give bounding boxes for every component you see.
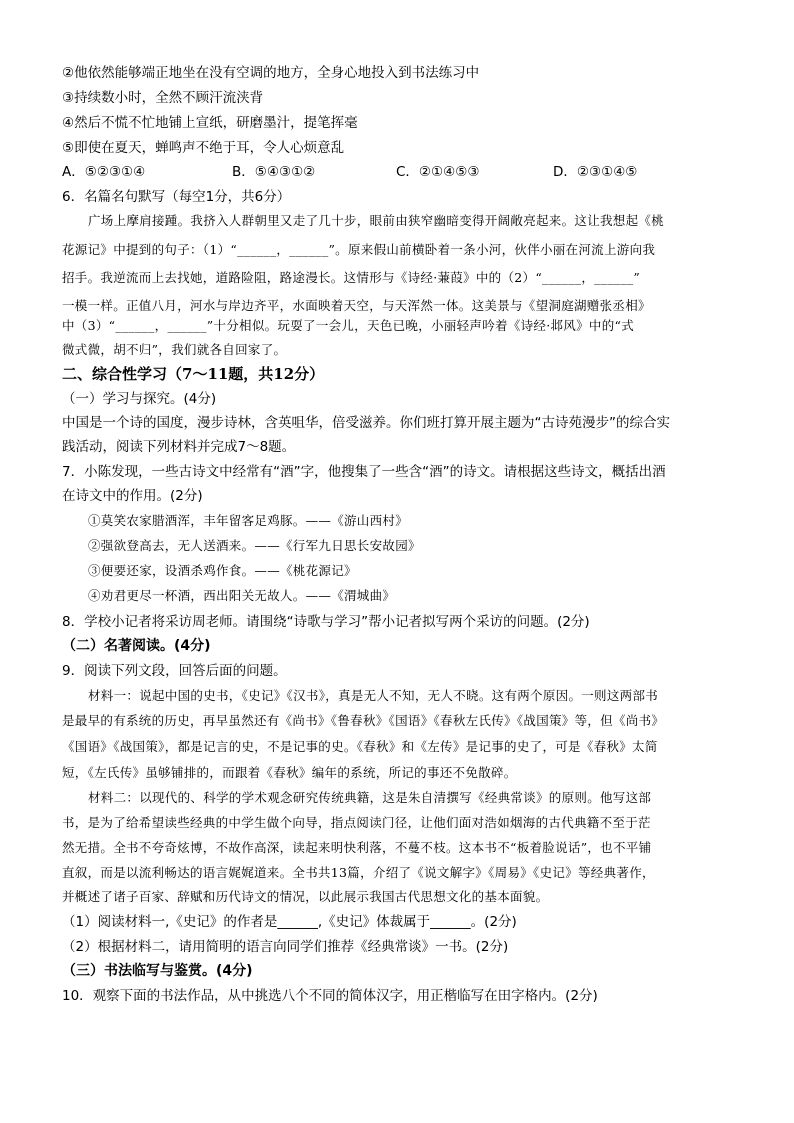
q5-option-b: B．⑤④③①②	[232, 164, 316, 180]
q6-passage-line: 广场上摩肩接踵。我挤入人群朝里又走了几十步，眼前由狭窄幽暗变得开阔敞亮起来。这让我想起《桃	[88, 213, 665, 228]
q5-sentence-5: ⑤即使在夏天，蝉鸣声不绝于耳，令人心烦意乱	[62, 140, 345, 156]
material-2-line: 直叙，而是以流利畅达的语言娓娓道来。全书共13篇，介绍了《说文解字》《周易》《史记》等经典著作，	[62, 865, 655, 880]
material-2-line: 然无措。全书不夸奇炫博，不故作高深，读起来明快利落，不蔓不枝。这本书不“板着脸说话”，也不平铺	[62, 840, 652, 855]
poem-line: ②强欲登高去，无人送酒来。——《行军九日思长安故园》	[88, 538, 421, 553]
subsection-3-title: （三）书法临写与鉴赏。(4分)	[62, 963, 253, 979]
poem-line: ③便要还家，设酒杀鸡作食。——《桃花源记》	[88, 563, 357, 578]
q6-passage-line: 一模一样。正值八月，河水与岸边齐平，水面映着天空，与天浑然一体。这美景与《望洞庭湖赠张丞相》	[62, 298, 651, 313]
q5-sentence-4: ④然后不慌不忙地铺上宣纸，研磨墨汁，提笔挥毫	[62, 115, 358, 131]
subsection-2-title: （二）名著阅读。(4分)	[62, 638, 211, 654]
material-2-line: 材料二：以现代的、科学的学术观念研究传统典籍，这是朱自清撰写《经典常谈》的原则。他写这部	[88, 790, 652, 805]
q10-text: 10．观察下面的书法作品，从中挑选八个不同的简体汉字，用正楷临写在田字格内。(2分)	[62, 988, 598, 1004]
q5-option-d: D．②③①④⑤	[553, 164, 638, 180]
q5-sentence-3: ③持续数小时，全然不顾汗流浃背	[62, 90, 264, 106]
poem-line: ④劝君更尽一杯酒，西出阳关无故人。——《渭城曲》	[88, 588, 396, 603]
subsection-1-title: （一）学习与探究。(4分)	[62, 391, 217, 407]
q9-part-2: （2）根据材料二，请用简明的语言向同学们推荐《经典常谈》一书。(2分)	[62, 939, 509, 955]
q6-passage-line: 花源记》中提到的句子：（1）“______，______”。原来假山前横卧着一条小河，伙伴小丽在河流上游向我	[62, 242, 656, 257]
q7-line: 在诗文中的作用。(2分)	[62, 488, 203, 504]
material-1-line: 材料一：说起中国的史书，《史记》《汉书》，真是无人不知，无人不晓。这有两个原因。一则这两部书	[88, 688, 659, 703]
material-1-line: 是最早的有系统的历史，再早虽然还有《尚书》《鲁春秋》《国语》《春秋左氏传》《战国策》等，但《尚书》	[62, 713, 665, 728]
q6-passage-line: 中（3）“______，______”十分相似。玩耍了一会儿，天色已晚，小丽轻声吟着《诗经·邶风》中的“式	[62, 318, 634, 333]
q9-part-1: （1）阅读材料一,《史记》的作者是______,《史记》体裁属于______。(2分)	[62, 914, 517, 930]
poem-line: ①莫笑农家腊酒浑，丰年留客足鸡豚。——《游山西村》	[88, 513, 409, 528]
q5-option-a: A．⑤②③①④	[62, 164, 146, 180]
material-1-line: 短，《左氏传》虽够铺排的，而跟着《春秋》编年的系统，所记的事还不免散碎。	[62, 765, 517, 780]
q9-text: 9．阅读下列文段，回答后面的问题。	[62, 663, 287, 679]
material-1-line: 《国语》《战国策》，都是记言的史，不是记事的史。《春秋》和《左传》是记事的史了，可是《春秋》太简	[62, 739, 658, 754]
q6-title: 6．名篇名句默写（每空1分，共6分）	[62, 189, 291, 205]
q5-option-c: C．②①④⑤③	[396, 164, 480, 180]
intro-line: 践活动，阅读下列材料并完成7～8题。	[62, 439, 296, 455]
q8-text: 8．学校小记者将采访周老师。请围绕“诗歌与学习”帮小记者拟写两个采访的问题。(2分)	[62, 614, 590, 630]
q6-passage-line: 招手。我逆流而上去找她，道路险阻，路途漫长。这情形与《诗经·蒹葭》中的（2）“______，______”	[62, 270, 641, 285]
intro-line: 中国是一个诗的国度，漫步诗林，含英咀华，倍受滋养。你们班打算开展主题为“古诗苑漫步”的综合实	[62, 415, 670, 431]
material-2-line: 并概述了诸子百家、辞赋和历代诗文的情况，以此展示我国古代思想文化的基本面貌。	[62, 889, 549, 904]
q7-line: 7．小陈发现，一些古诗文中经常有“酒”字，他搜集了一些含“酒”的诗文。请根据这些诗文，概括出酒	[62, 464, 666, 480]
q6-passage-line: 微式微，胡不归”，我们就各自回家了。	[62, 342, 287, 357]
q5-sentence-2: ②他依然能够端正地坐在没有空调的地方，全身心地投入到书法练习中	[62, 65, 480, 81]
section-2-title: 二、综合性学习（7～11题，共12分）	[62, 365, 325, 383]
material-2-line: 书，是为了给希望读些经典的中学生做个向导，指点阅读门径，让他们面对浩如烟海的古代典籍不至于茫	[62, 815, 651, 830]
